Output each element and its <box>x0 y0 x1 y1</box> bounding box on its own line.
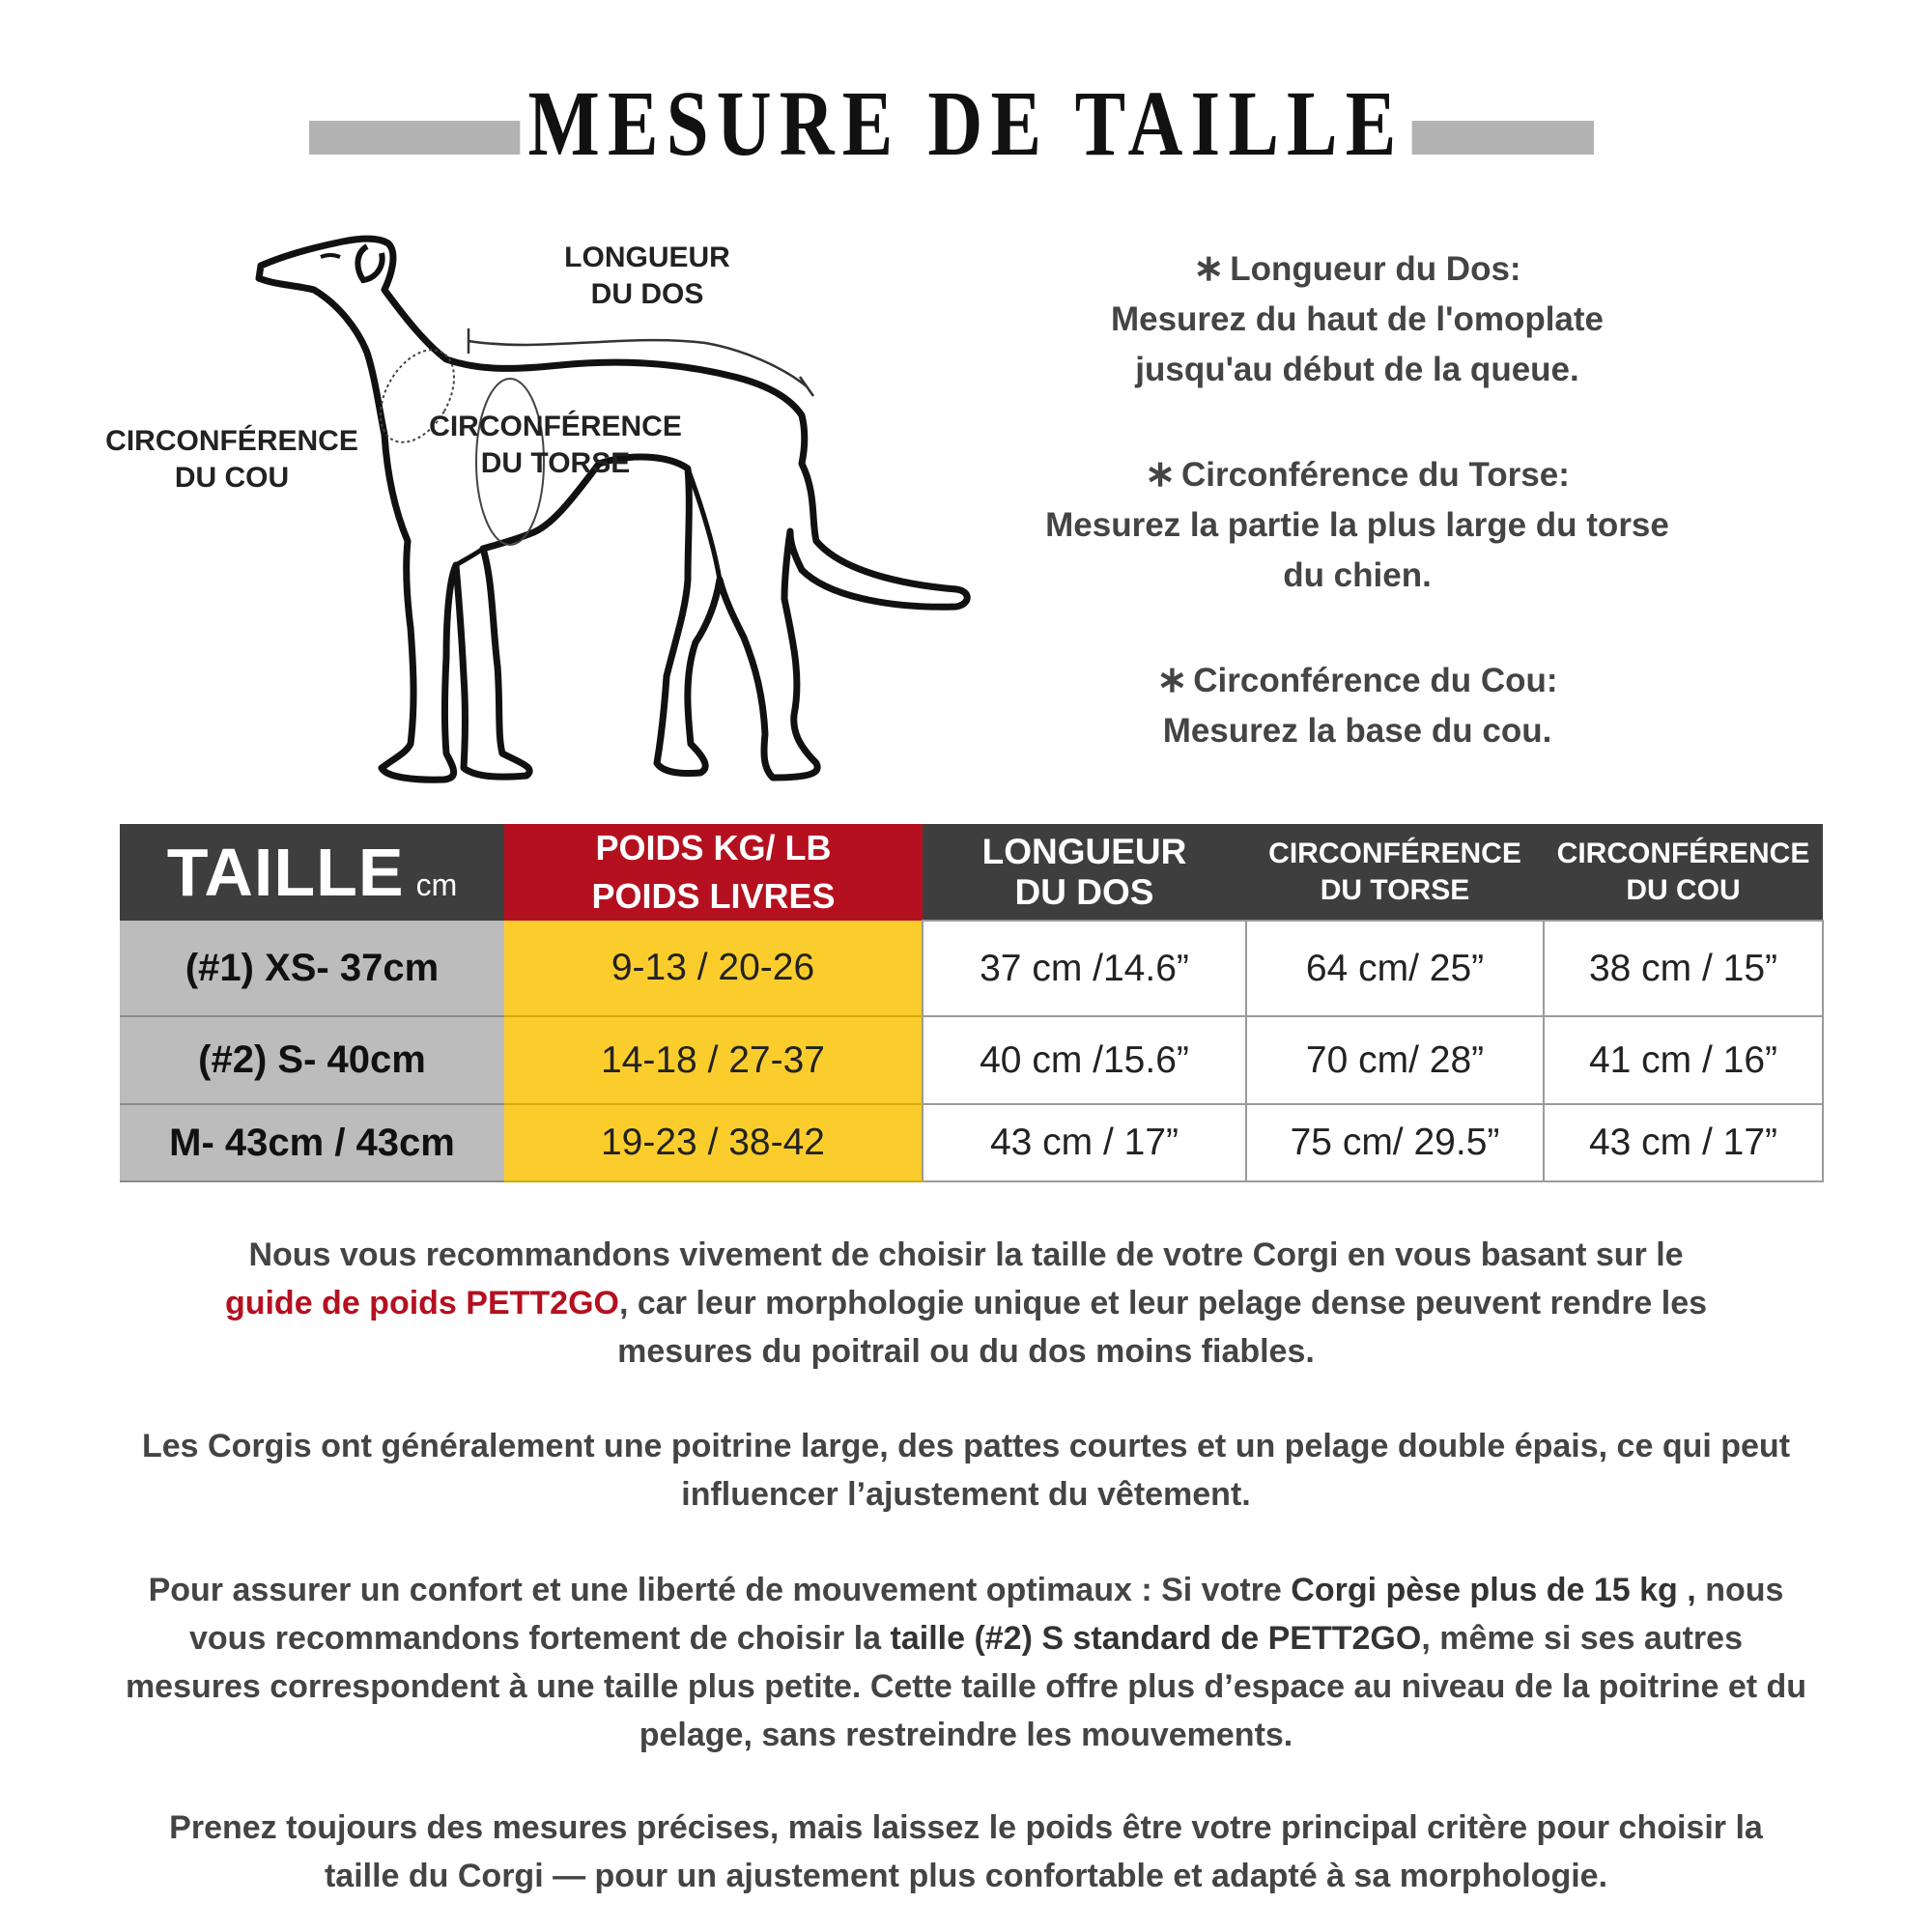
weight-threshold-highlight: Corgi pèse plus de 15 kg , <box>1291 1572 1696 1608</box>
weight-guide-link: guide de poids PETT2GO <box>224 1285 619 1321</box>
table-header-row <box>120 824 1823 921</box>
table-row <box>120 921 1823 1016</box>
dog-inner-leg-rear <box>688 469 720 580</box>
header-size <box>120 824 504 921</box>
asterisk-icon: ∗ <box>1156 660 1188 700</box>
header-chest: CIRCONFÉRENCE DU TORSE <box>1246 824 1544 921</box>
label-neck-circumference: CIRCONFÉRENCE DU COU <box>105 425 358 494</box>
cell-weight: 19-23 / 38-42 <box>504 1104 923 1181</box>
asterisk-icon: ∗ <box>1145 454 1176 495</box>
cell-size: (#2) S- 40cm <box>120 1016 504 1104</box>
cell-chest: 70 cm/ 28” <box>1246 1016 1544 1104</box>
recommended-size-highlight: taille (#2) S standard de PETT2GO <box>890 1620 1422 1657</box>
back-line-tick-end <box>800 377 813 396</box>
note-paragraph-2: Les Corgis ont généralement une poitrine large, des pattes courtes et un pelage double épais, ce qui peut influencer l’ajustement du vêtement. <box>141 1428 1791 1513</box>
info-chest-circumference <box>995 449 1719 601</box>
cell-weight: 14-18 / 27-37 <box>504 1016 923 1104</box>
size-chart-table <box>120 824 1824 1182</box>
cell-neck: 38 cm / 15” <box>1544 921 1823 1016</box>
info-heading: Circonférence du Cou: <box>1193 662 1558 699</box>
dog-ear <box>357 246 382 280</box>
label-chest-circumference: CIRCONFÉRENCE DU TORSE <box>429 411 682 479</box>
note-paragraph-4: Prenez toujours des mesures précises, mais laissez le poids être votre principal critère pour choisir la taille du Corgi — pour un ajustement plus confortable et adapté à sa morphologie. <box>169 1809 1763 1894</box>
header-weight-line1: POIDS KG/ LB <box>595 828 832 867</box>
info-body: Mesurez la partie la plus large du torse du chien. <box>1045 506 1669 594</box>
cell-neck: 43 cm / 17” <box>1544 1104 1823 1181</box>
header-size-label: TAILLE <box>166 835 405 910</box>
table-row <box>120 1104 1823 1181</box>
header-weight <box>504 824 923 921</box>
info-body: Mesurez la base du cou. <box>1162 712 1552 750</box>
cell-neck: 41 cm / 16” <box>1544 1016 1823 1104</box>
note-paragraph-1: Nous vous recommandons vivement de choisir la taille de votre Corgi en vous basant sur le guide de poids PETT2GO, car leur morphologie unique et leur pelage dense peuvent rendre les mesures du poitrail ou du dos moins fiables. <box>224 1236 1708 1370</box>
header-back-length: LONGUEUR DU DOS <box>923 824 1246 921</box>
page-title: MESURE DE TAILLE <box>174 75 1758 172</box>
cell-chest: 75 cm/ 29.5” <box>1246 1104 1544 1181</box>
cell-size: M- 43cm / 43cm <box>120 1104 504 1181</box>
cell-size: (#1) XS- 37cm <box>120 921 504 1016</box>
info-heading: Circonférence du Torse: <box>1180 456 1570 494</box>
cell-back: 43 cm / 17” <box>923 1104 1246 1181</box>
cell-back: 40 cm /15.6” <box>923 1016 1246 1104</box>
header-neck: CIRCONFÉRENCE DU COU <box>1544 824 1823 921</box>
header-weight-line2: POIDS LIVRES <box>591 876 836 916</box>
dog-measurement-diagram <box>0 0 985 792</box>
cell-weight: 9-13 / 20-26 <box>504 921 923 1016</box>
dog-outline <box>259 239 967 780</box>
info-body: Mesurez du haut de l'omoplate jusqu'au début de la queue. <box>1110 300 1605 388</box>
table-row <box>120 1016 1823 1104</box>
dog-eye <box>321 255 340 257</box>
info-heading: Longueur du Dos: <box>1230 250 1521 288</box>
dog-inner-leg-front <box>456 549 483 565</box>
note-paragraph-3: Pour assurer un confort et une liberté de mouvement optimaux : Si votre Corgi pèse plus de 15 kg , nous vous recommandons fortement de choisir la taille (#2) S standard de PETT2GO, même si ses autres mesures correspondent à une taille plus petite. Cette taille offre plus d’espace au niveau de la poitrine et du pelage, sans restreindre les mouvements. <box>125 1572 1807 1753</box>
info-back-length <box>995 243 1719 395</box>
cell-chest: 64 cm/ 25” <box>1246 921 1544 1016</box>
asterisk-icon: ∗ <box>1193 248 1225 289</box>
info-neck-circumference <box>995 655 1719 756</box>
label-back-length: LONGUEUR DU DOS <box>564 242 730 310</box>
cell-back: 37 cm /14.6” <box>923 921 1246 1016</box>
header-size-unit: cm <box>415 867 458 902</box>
